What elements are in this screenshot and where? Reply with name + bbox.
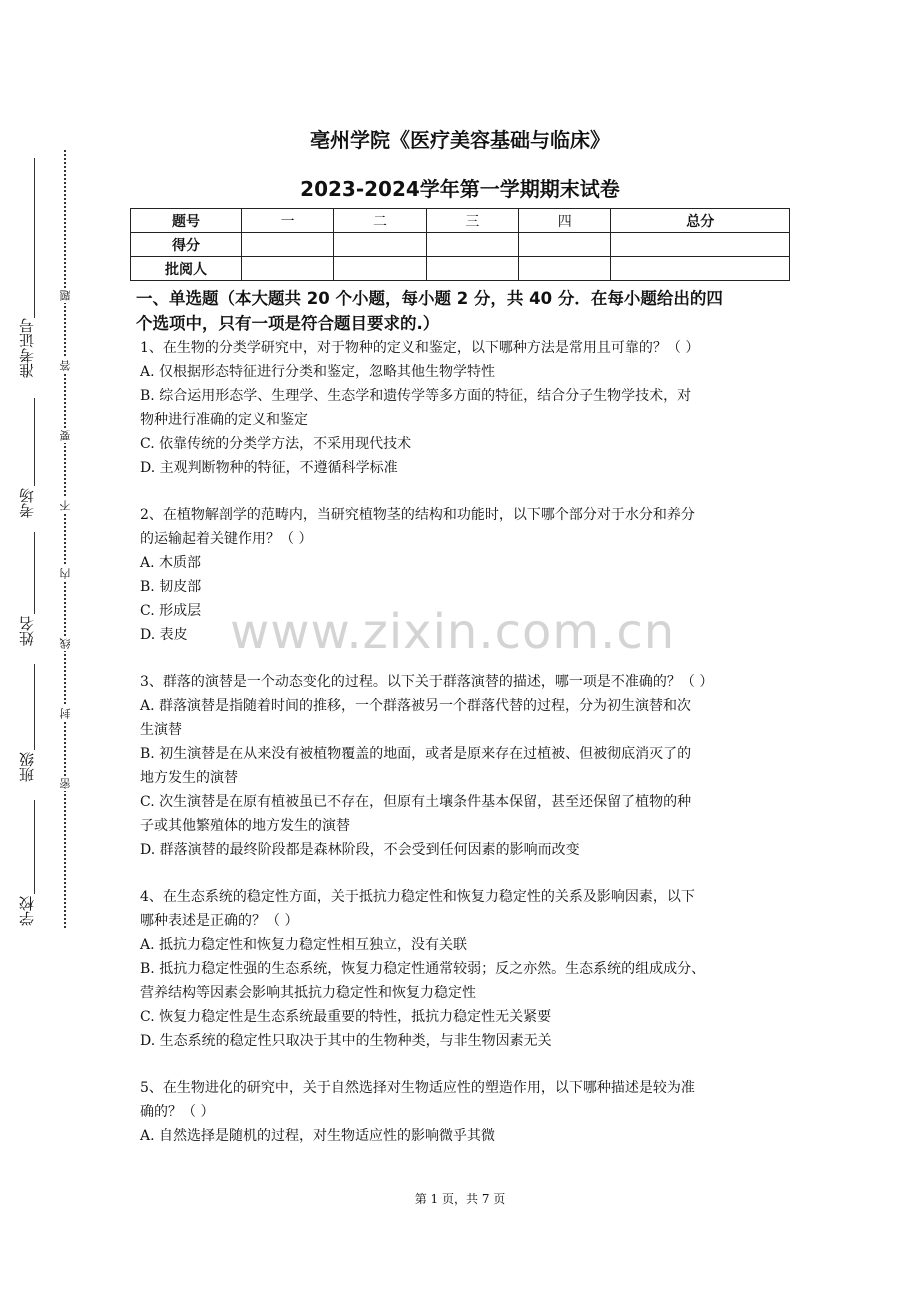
score-cell[interactable] (611, 233, 790, 257)
question-stem-line: 2、在植物解剖学的范畴内，当研究植物茎的结构和功能时，以下哪个部分对于水分和养分 (140, 507, 695, 523)
seal-char: 要 (59, 430, 72, 441)
section-title (136, 286, 790, 336)
answer-option-line: B. 综合运用形态学、生理学、生态学和遗传学等多方面的特征，结合分子生物学技术，对 (140, 388, 692, 404)
reviewer-row-label: 批阅人 (131, 257, 242, 281)
answer-option-line: 营养结构等因素会影响其抵抗力稳定性和恢复力稳定性 (140, 985, 476, 1001)
answer-option-line: A. 抵抗力稳定性和恢复力稳定性相互独立，没有关联 (140, 937, 468, 953)
score-header-cell: 二 (334, 209, 426, 233)
question-item (140, 336, 790, 480)
seal-char: 内 (59, 568, 72, 579)
section-title-line: 一、单选题（本大题共 20 个小题，每小题 2 分，共 40 分．在每小题给出的四 (136, 289, 723, 308)
answer-option-line: A. 群落演替是指随着时间的推移，一个群落被另一个群落代替的过程，分为初生演替和次 (140, 698, 692, 714)
answer-option (140, 384, 790, 432)
seal-char: 密 (59, 778, 72, 789)
answer-option-line: D. 群落演替的最终阶段都是森林阶段，不会受到任何因素的影响而改变 (140, 842, 580, 858)
question-stem-line: 3、群落的演替是一个动态变化的过程。以下关于群落演替的描述，哪一项是不准确的？（ ） (140, 674, 714, 690)
seal-char: 不 (59, 500, 72, 511)
score-cell[interactable] (334, 233, 426, 257)
answer-option (140, 838, 790, 862)
score-header-cell: 三 (426, 209, 518, 233)
questions-area (136, 286, 790, 1148)
score-header-cell: 题号 (131, 209, 242, 233)
fill-line-name (34, 532, 35, 614)
score-header-cell: 总分 (611, 209, 790, 233)
answer-option (140, 360, 790, 384)
binding-label-exam-number: 准考证号 (18, 318, 36, 378)
reviewer-cell[interactable] (519, 257, 611, 281)
seal-char: 答 (59, 360, 72, 371)
answer-option (140, 1029, 790, 1053)
fill-line-school (34, 800, 35, 894)
question-stem-line: 5、在生物进化的研究中，关于自然选择对生物适应性的塑造作用，以下哪种描述是较为准 (140, 1080, 695, 1096)
exam-title-line1: 亳州学院《医疗美容基础与临床》 (310, 128, 610, 152)
answer-option (140, 694, 790, 742)
score-header-cell: 四 (519, 209, 611, 233)
question-item (140, 1076, 790, 1148)
answer-option-line: D. 主观判断物种的特征，不遵循科学标准 (140, 460, 398, 476)
binding-label-name: 姓名 (18, 616, 36, 646)
answer-option (140, 742, 790, 790)
answer-option (140, 957, 790, 1005)
answer-option (140, 551, 790, 575)
answer-option (140, 623, 790, 647)
answer-option-line: C. 形成层 (140, 603, 202, 619)
answer-option-line: C. 恢复力稳定性是生态系统最重要的特性，抵抗力稳定性无关紧要 (140, 1009, 552, 1025)
answer-option-line: B. 抵抗力稳定性强的生态系统，恢复力稳定性通常较弱；反之亦然。生态系统的组成成分、 (140, 961, 706, 977)
answer-option-line: A. 自然选择是随机的过程，对生物适应性的影响微乎其微 (140, 1128, 496, 1144)
answer-option-line: C. 依靠传统的分类学方法，不采用现代技术 (140, 436, 412, 452)
answer-option-line: A. 仅根据形态特征进行分类和鉴定，忽略其他生物学特性 (140, 364, 496, 380)
score-header-cell: 一 (242, 209, 334, 233)
score-table-header-row (131, 209, 790, 233)
question-gap (140, 862, 790, 885)
reviewer-cell[interactable] (334, 257, 426, 281)
question-gap (140, 647, 790, 670)
answer-option-line: A. 木质部 (140, 555, 202, 571)
score-cell[interactable] (242, 233, 334, 257)
answer-option-line: 地方发生的演替 (140, 770, 238, 786)
answer-option-line: B. 初生演替是在从来没有被植物覆盖的地面，或者是原来存在过植被、但被彻底消灭了的 (140, 746, 692, 762)
seal-char: 封 (59, 708, 72, 719)
binding-label-school: 学校 (18, 896, 36, 926)
answer-option (140, 1124, 790, 1148)
question-gap (140, 1053, 790, 1076)
question-gap (140, 480, 790, 503)
answer-option-line: 子或其他繁殖体的地方发生的演替 (140, 818, 350, 834)
question-item (140, 885, 790, 1053)
score-cell[interactable] (519, 233, 611, 257)
question-list (140, 336, 790, 1148)
question-item (140, 503, 790, 647)
answer-option (140, 1005, 790, 1029)
reviewer-cell[interactable] (242, 257, 334, 281)
seal-dotted-line (64, 150, 66, 928)
score-row (131, 233, 790, 257)
reviewer-cell[interactable] (611, 257, 790, 281)
answer-option (140, 599, 790, 623)
question-stem-line: 的运输起着关键作用？（ ） (140, 531, 313, 547)
score-row-label: 得分 (131, 233, 242, 257)
fill-line-exam-room (34, 398, 35, 486)
watermark: www.zixin.com.cn (230, 604, 676, 660)
question-stem-line: 哪种表述是正确的？（ ） (140, 913, 299, 929)
answer-option (140, 456, 790, 480)
question-stem-line: 确的？（ ） (140, 1104, 215, 1120)
answer-option (140, 432, 790, 456)
answer-option-line: 生演替 (140, 722, 182, 738)
question-stem-line: 1、在生物的分类学研究中，对于物种的定义和鉴定，以下哪种方法是常用且可靠的？（ ） (140, 340, 700, 356)
answer-option (140, 575, 790, 599)
score-table (130, 208, 790, 281)
question-stem-line: 4、在生态系统的稳定性方面，关于抵抗力稳定性和恢复力稳定性的关系及影响因素，以下 (140, 889, 695, 905)
seal-char: 题 (59, 290, 72, 301)
question-item (140, 670, 790, 862)
answer-option (140, 790, 790, 838)
answer-option-line: C. 次生演替是在原有植被虽已不存在，但原有土壤条件基本保留，甚至还保留了植物的种 (140, 794, 692, 810)
answer-option-line: 物种进行准确的定义和鉴定 (140, 412, 308, 428)
fill-line-class (34, 664, 35, 750)
binding-label-class: 班级 (18, 752, 36, 782)
answer-option-line: B. 韧皮部 (140, 579, 202, 595)
answer-option-line: D. 生态系统的稳定性只取决于其中的生物种类，与非生物因素无关 (140, 1033, 552, 1049)
answer-option-line: D. 表皮 (140, 627, 188, 643)
reviewer-cell[interactable] (426, 257, 518, 281)
binding-label-exam-room: 考场 (18, 488, 36, 518)
score-cell[interactable] (426, 233, 518, 257)
reviewer-row (131, 257, 790, 281)
answer-option (140, 933, 790, 957)
section-title-line: 个选项中，只有一项是符合题目要求的.） (136, 314, 440, 333)
exam-title-line2: 2023-2024学年第一学期期末试卷 (300, 177, 620, 201)
page-footer: 第 1 页，共 7 页 (414, 1192, 506, 1206)
seal-char: 线 (59, 638, 72, 649)
